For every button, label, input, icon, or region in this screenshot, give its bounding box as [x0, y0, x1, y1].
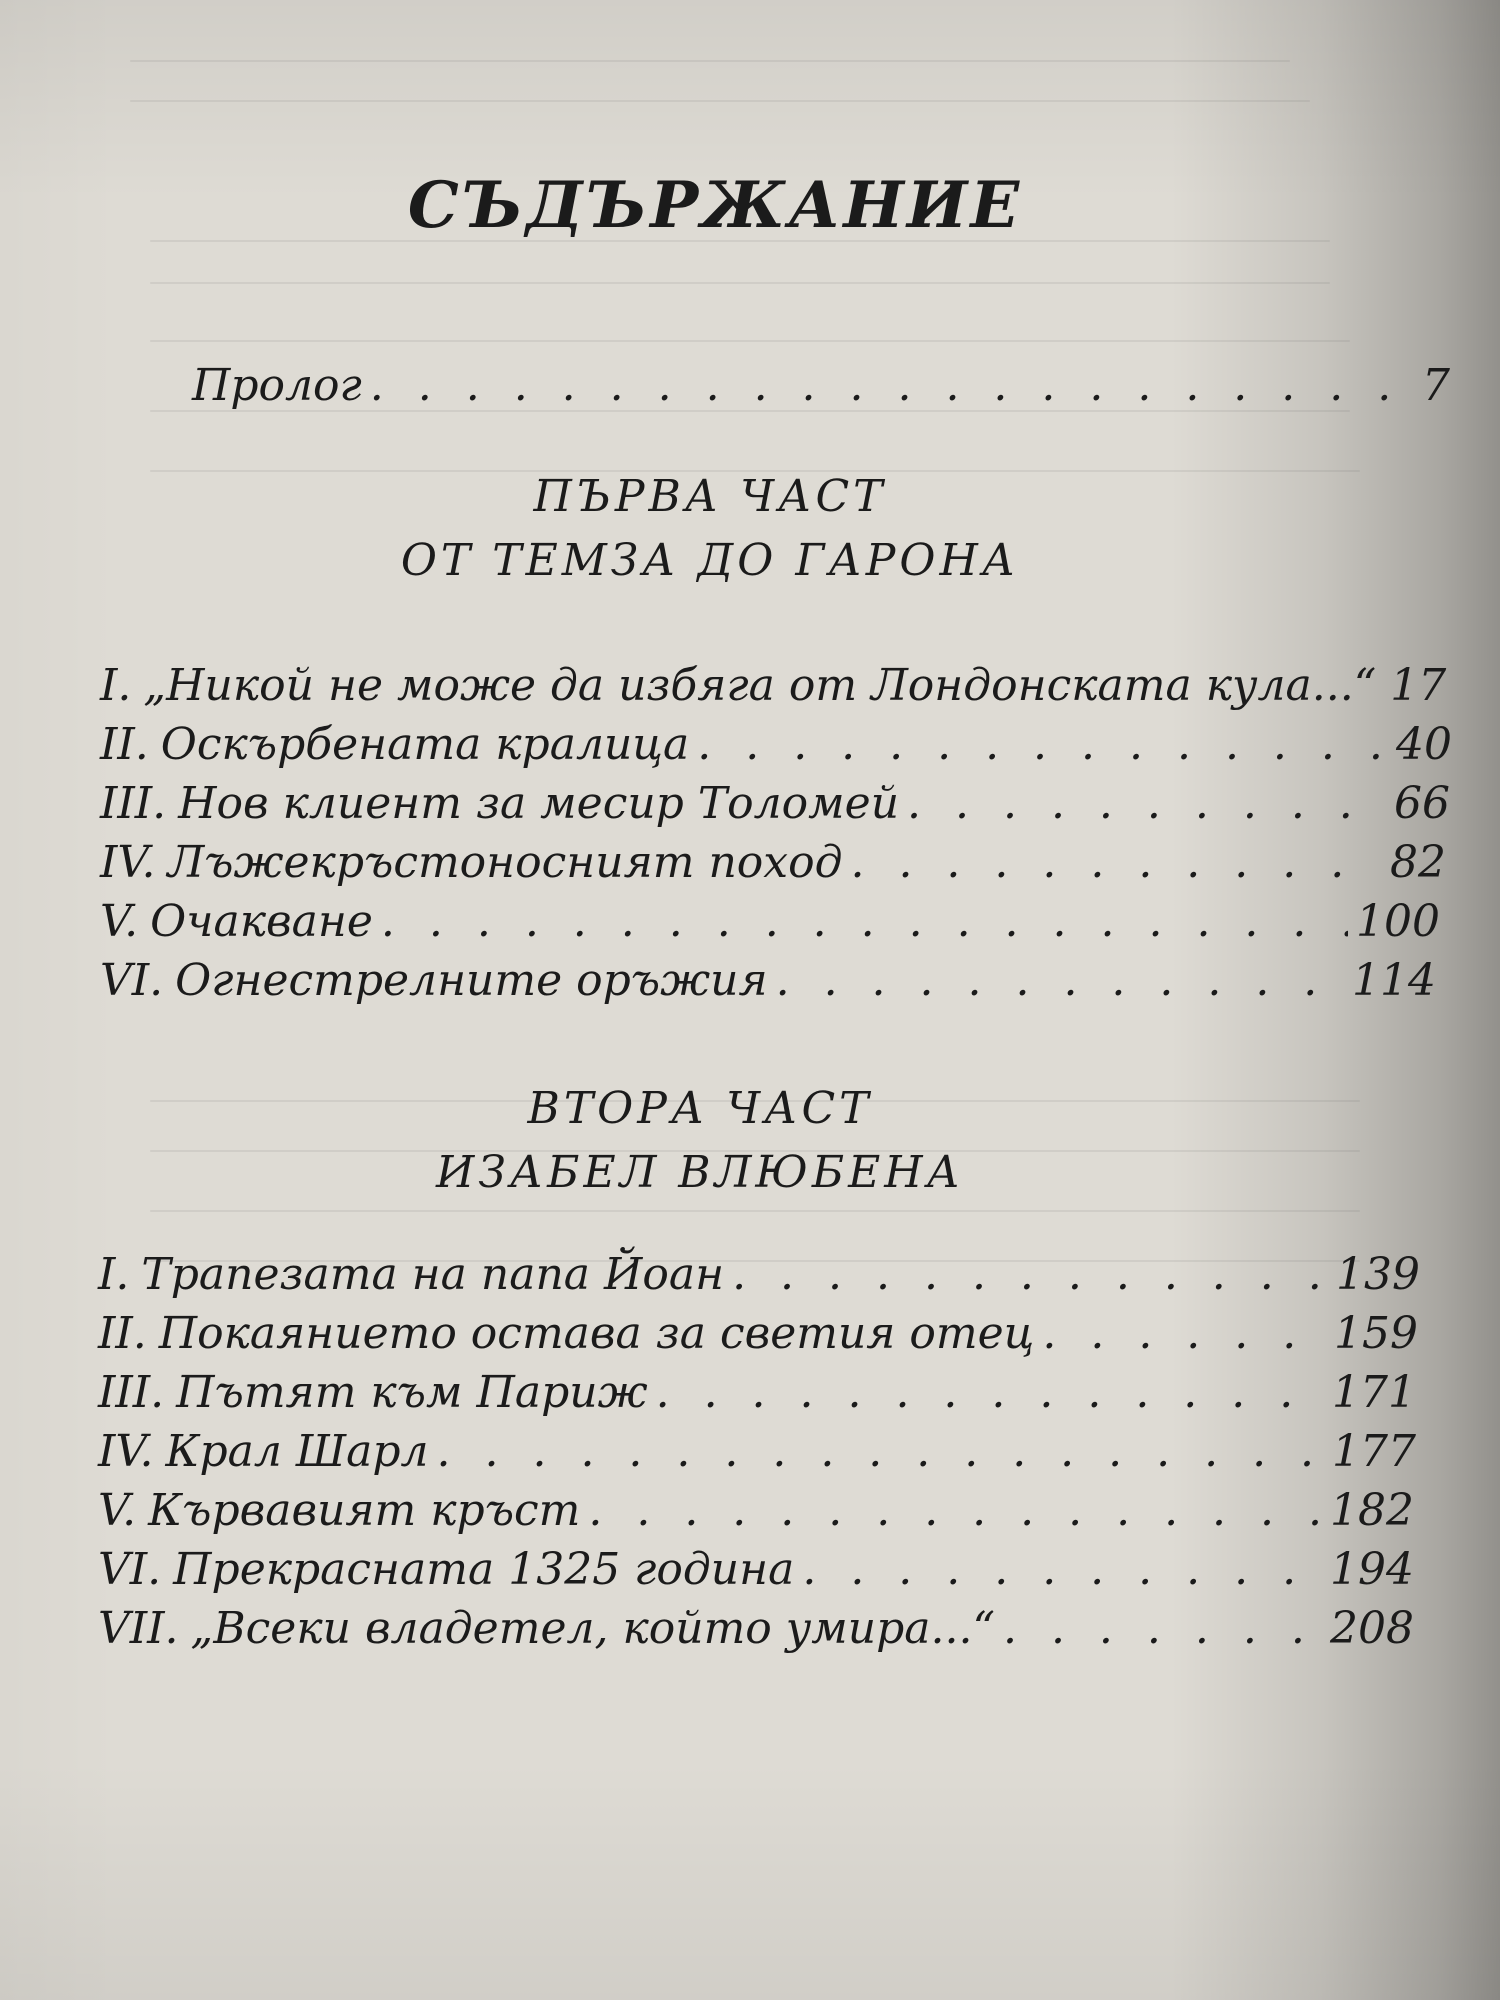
toc-entry [100, 834, 1446, 892]
toc-entry-title: Лъжекръстоносният поход [167, 837, 843, 888]
toc-entry [98, 1541, 1414, 1599]
part-two-heading: ВТОРА ЧАСТ [527, 1083, 873, 1134]
toc-entry-title: Кървавият кръст [148, 1485, 581, 1536]
toc-page-number: 159 [1334, 1308, 1418, 1359]
toc-entry [98, 1482, 1414, 1540]
toc-page-number: 114 [1352, 955, 1436, 1006]
toc-entry [100, 775, 1450, 833]
toc-page-number: 7 [1422, 360, 1450, 411]
chapter-numeral: IV. [98, 1426, 154, 1477]
toc-page-number: 182 [1330, 1485, 1414, 1536]
toc-entry-title: Прекрасната 1325 година [173, 1544, 795, 1595]
toc-entry-title: Пътят към Париж [176, 1367, 648, 1418]
part-two-subheading: ИЗАБЕЛ ВЛЮБЕНА [436, 1147, 964, 1198]
chapter-numeral: I. [100, 660, 132, 711]
toc-entry [98, 1246, 1420, 1304]
toc-page-number: 139 [1336, 1249, 1420, 1300]
toc-page-number: 82 [1390, 837, 1446, 888]
toc-entry-title: „Никой не може да избяга от Лондонската кула...“ [143, 660, 1377, 711]
chapter-numeral: II. [100, 719, 149, 770]
chapter-numeral: II. [98, 1308, 147, 1359]
chapter-numeral: I. [98, 1249, 130, 1300]
toc-entry [98, 1364, 1416, 1422]
dot-leader [776, 952, 1344, 1010]
toc-page-number: 194 [1330, 1544, 1414, 1595]
toc-page-number: 177 [1332, 1426, 1416, 1477]
chapter-numeral: VI. [98, 1544, 162, 1595]
dot-leader [1003, 1600, 1322, 1658]
toc-entry [100, 952, 1436, 1010]
dot-leader [802, 1541, 1322, 1599]
dot-leader [850, 834, 1382, 892]
toc-entry [98, 1423, 1416, 1481]
chapter-numeral: V. [98, 1485, 137, 1536]
toc-entry-title: Нов клиент за месир Толомей [178, 778, 900, 829]
dot-leader [437, 1423, 1324, 1481]
dot-leader [370, 357, 1414, 415]
toc-page-number: 171 [1332, 1367, 1416, 1418]
chapter-numeral: III. [100, 778, 167, 829]
toc-entry-title: „Всеки владетел, който умира...“ [190, 1603, 995, 1654]
chapter-numeral: III. [98, 1367, 165, 1418]
dot-leader [381, 893, 1348, 951]
dot-leader [656, 1364, 1324, 1422]
dot-leader [732, 1246, 1328, 1304]
toc-entry-title: Трапезата на папа Йоан [141, 1249, 725, 1300]
toc-entry-title: Покаянието остава за светия отец [158, 1308, 1035, 1359]
dot-leader [1042, 1305, 1326, 1363]
toc-page-number: 66 [1394, 778, 1450, 829]
toc-entry-title: Огнестрелните оръжия [175, 955, 768, 1006]
toc-page-number: 17 [1390, 660, 1447, 711]
chapter-numeral: VI. [100, 955, 164, 1006]
part-one-heading: ПЪРВА ЧАСТ [533, 471, 887, 522]
toc-entry [100, 657, 1460, 715]
toc-entry [98, 1600, 1414, 1658]
page-title: СЪДЪРЖАНИЕ [407, 168, 1023, 243]
toc-entry-title: Крал Шарл [165, 1426, 429, 1477]
toc-entry [98, 1305, 1418, 1363]
dot-leader [588, 1482, 1322, 1540]
toc-page-number: 100 [1356, 896, 1440, 947]
toc-entry [100, 716, 1452, 774]
toc-page-number: 208 [1330, 1603, 1414, 1654]
toc-page-number: 40 [1396, 719, 1452, 770]
toc-entry-prologue [192, 357, 1450, 415]
chapter-numeral: V. [100, 896, 139, 947]
dot-leader [697, 716, 1388, 774]
part-one-subheading: ОТ ТЕМЗА ДО ГАРОНА [400, 535, 1020, 586]
toc-entry-title: Пролог [192, 360, 362, 411]
toc-entry-title: Очакване [150, 896, 373, 947]
toc-entry-title: Оскърбената кралица [160, 719, 690, 770]
dot-leader [907, 775, 1386, 833]
toc-entry [100, 893, 1440, 951]
chapter-numeral: VII. [98, 1603, 179, 1654]
chapter-numeral: IV. [100, 837, 156, 888]
